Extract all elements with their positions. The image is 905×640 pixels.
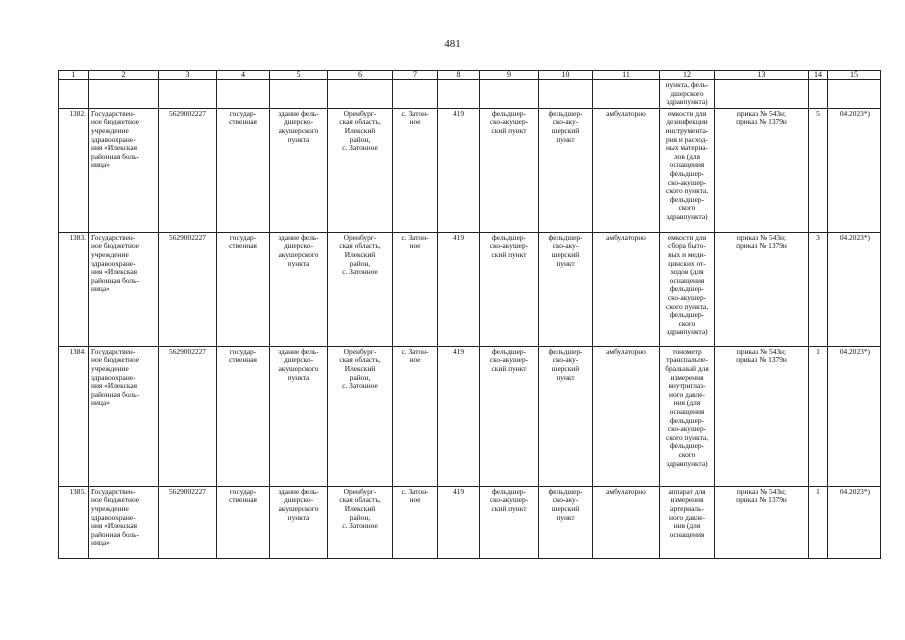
order-cell: приказ № 543н; приказ № 1379н xyxy=(715,346,809,486)
ownership-cell: государ- ственная xyxy=(217,108,270,232)
column-number-row xyxy=(59,71,881,80)
order-cell: приказ № 543н; приказ № 1379н xyxy=(715,108,809,232)
unit-cell: фельдшер- ско-аку- шерский пункт xyxy=(539,108,593,232)
equipment-cell: аппарат для измерения артериаль- ного давле- ния (для оснащения xyxy=(660,486,715,558)
care-mode-cell: амбулаторно xyxy=(593,232,660,346)
equipment-cell: тонометр транспальпе- бральный для измерения внутриглаз- ного давле- ния (для оснащения фельдшер- ско-акушер- ского пункта, фельдшер- ского здравпункта) xyxy=(660,346,715,486)
column-number: 9 xyxy=(480,71,539,80)
facility-type-cell: фельдшер- ско-акушер- ский пункт xyxy=(480,486,539,558)
code-cell: 419 xyxy=(438,486,480,558)
date-cell: 04.2023*) xyxy=(828,108,881,232)
registry-table xyxy=(58,70,881,559)
table-row xyxy=(59,232,881,346)
organization-cell: Государствен- ное бюджетное учреждение здравоохране- ния «Илекская районная боль- ница» xyxy=(89,232,159,346)
column-number: 15 xyxy=(828,71,881,80)
continuation-row xyxy=(59,80,881,109)
care-mode-cell: амбулаторно xyxy=(593,108,660,232)
continuation-cell xyxy=(828,80,881,109)
building-cell: здание фель- дшерско- акушерского пункта xyxy=(270,346,328,486)
settlement-cell: с. Затон- ное xyxy=(393,486,438,558)
ownership-cell: государ- ственная xyxy=(217,346,270,486)
table-row xyxy=(59,108,881,232)
row-number-cell: 1384. xyxy=(59,346,89,486)
continuation-cell xyxy=(217,80,270,109)
unit-cell: фельдшер- ско-аку- шерский пункт xyxy=(539,486,593,558)
quantity-cell: 3 xyxy=(809,232,828,346)
ownership-cell: государ- ственная xyxy=(217,486,270,558)
table-row xyxy=(59,486,881,558)
continuation-cell xyxy=(480,80,539,109)
column-number: 13 xyxy=(715,71,809,80)
quantity-cell: 1 xyxy=(809,346,828,486)
code-cell: 419 xyxy=(438,232,480,346)
facility-type-cell: фельдшер- ско-акушер- ский пункт xyxy=(480,346,539,486)
code-cell: 419 xyxy=(438,346,480,486)
quantity-cell: 5 xyxy=(809,108,828,232)
column-number: 8 xyxy=(438,71,480,80)
building-cell: здание фель- дшерско- акушерского пункта xyxy=(270,232,328,346)
continuation-cell xyxy=(539,80,593,109)
code-cell: 419 xyxy=(438,108,480,232)
address-cell: Оренбург- ская область, Илекский район, с. Затонное xyxy=(328,486,393,558)
column-number: 10 xyxy=(539,71,593,80)
continuation-cell xyxy=(715,80,809,109)
page-number: 481 xyxy=(444,38,461,50)
inn-cell: 5629002227 xyxy=(159,232,217,346)
building-cell: здание фель- дшерско- акушерского пункта xyxy=(270,108,328,232)
building-cell: здание фель- дшерско- акушерского пункта xyxy=(270,486,328,558)
address-cell: Оренбург- ская область, Илекский район, с. Затонное xyxy=(328,108,393,232)
address-cell: Оренбург- ская область, Илекский район, с. Затонное xyxy=(328,346,393,486)
care-mode-cell: амбулаторно xyxy=(593,346,660,486)
column-number: 12 xyxy=(660,71,715,80)
continuation-cell xyxy=(393,80,438,109)
row-number-cell: 1382. xyxy=(59,108,89,232)
date-cell: 04.2023*) xyxy=(828,486,881,558)
care-mode-cell: амбулаторно xyxy=(593,486,660,558)
continuation-cell xyxy=(438,80,480,109)
continuation-cell xyxy=(593,80,660,109)
facility-type-cell: фельдшер- ско-акушер- ский пункт xyxy=(480,108,539,232)
continuation-cell xyxy=(270,80,328,109)
row-number-cell: 1383. xyxy=(59,232,89,346)
organization-cell: Государствен- ное бюджетное учреждение здравоохране- ния «Илекская районная боль- ница» xyxy=(89,346,159,486)
date-cell: 04.2023*) xyxy=(828,232,881,346)
unit-cell: фельдшер- ско-аку- шерский пункт xyxy=(539,232,593,346)
facility-type-cell: фельдшер- ско-акушер- ский пункт xyxy=(480,232,539,346)
table-row xyxy=(59,346,881,486)
inn-cell: 5629002227 xyxy=(159,108,217,232)
continuation-cell xyxy=(159,80,217,109)
organization-cell: Государствен- ное бюджетное учреждение здравоохране- ния «Илекская районная боль- ница» xyxy=(89,108,159,232)
settlement-cell: с. Затон- ное xyxy=(393,108,438,232)
order-cell: приказ № 543н; приказ № 1379н xyxy=(715,232,809,346)
settlement-cell: с. Затон- ное xyxy=(393,346,438,486)
row-number-cell: 1385. xyxy=(59,486,89,558)
column-number: 1 xyxy=(59,71,89,80)
column-number: 11 xyxy=(593,71,660,80)
column-number: 4 xyxy=(217,71,270,80)
quantity-cell: 1 xyxy=(809,486,828,558)
column-number: 5 xyxy=(270,71,328,80)
column-number: 14 xyxy=(809,71,828,80)
continuation-equipment-cell: пункта, фель- дшерского здравпункта) xyxy=(660,80,715,109)
equipment-cell: емкости для дезинфекции инструмента- рия и расход- ных материа- лов (для оснащения фельдшер- ско-акушер- ского пункта, фельдшер- ского здравпункта) xyxy=(660,108,715,232)
organization-cell: Государствен- ное бюджетное учреждение здравоохране- ния «Илекская районная боль- ница» xyxy=(89,486,159,558)
order-cell: приказ № 543н; приказ № 1379н xyxy=(715,486,809,558)
column-number: 7 xyxy=(393,71,438,80)
column-number: 2 xyxy=(89,71,159,80)
settlement-cell: с. Затон- ное xyxy=(393,232,438,346)
ownership-cell: государ- ственная xyxy=(217,232,270,346)
continuation-cell xyxy=(59,80,89,109)
inn-cell: 5629002227 xyxy=(159,486,217,558)
date-cell: 04.2023*) xyxy=(828,346,881,486)
inn-cell: 5629002227 xyxy=(159,346,217,486)
continuation-cell xyxy=(328,80,393,109)
address-cell: Оренбург- ская область, Илекский район, с. Затонное xyxy=(328,232,393,346)
continuation-cell xyxy=(809,80,828,109)
unit-cell: фельдшер- ско-аку- шерский пункт xyxy=(539,346,593,486)
equipment-cell: емкости для сбора быто- вых и меди- цинских от- ходов (для оснащения фельдшер- ско-акушер- ского пункта, фельдшер- ского здравпункта) xyxy=(660,232,715,346)
continuation-cell xyxy=(89,80,159,109)
column-number: 6 xyxy=(328,71,393,80)
column-number: 3 xyxy=(159,71,217,80)
